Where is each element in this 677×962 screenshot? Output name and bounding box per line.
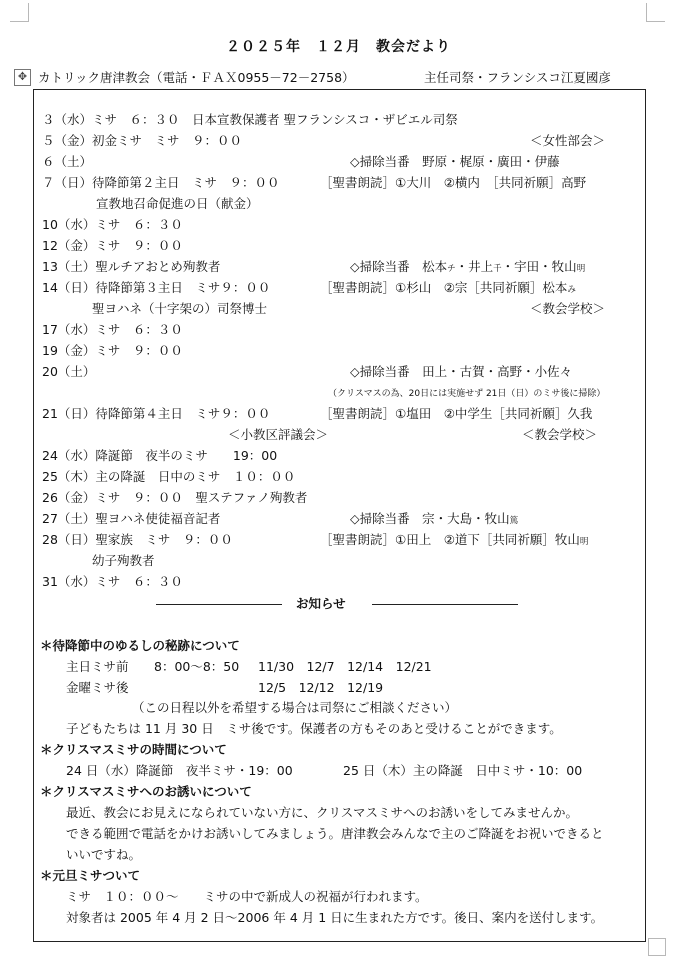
invitation-line-2: できる範囲で電話をかけお誘いしてみましょう。唐津教会みんなで主のご降誕をお祝いできると: [66, 826, 604, 841]
schedule-day-25: 25（木）主の降誕 日中のミサ １０：００: [42, 469, 296, 484]
pastor-info: 主任司祭・フランシスコ江夏國彦: [424, 70, 611, 85]
divider-right: [372, 604, 518, 605]
church-info: カトリック唐津教会（電話・ＦＡＸ0955－72－2758）: [38, 70, 355, 85]
schedule-day-20-note: （クリスマスの為、20日には実施せず 21日（日）のミサ後に掃除）: [328, 389, 606, 399]
schedule-day-28: 28（日）聖家族 ミサ ９：００: [42, 532, 233, 547]
schedule-day-24: 24（水）降誕節 夜半のミサ 19：00: [42, 448, 278, 463]
confession-sunday-label: 主日ミサ前: [66, 659, 129, 674]
notice-confession-title: ＊待降節中のゆるしの秘跡について: [40, 638, 240, 653]
cleaning-text: ◇掃除当番 宗・大島・牧山: [350, 511, 510, 526]
notice-heading: お知らせ: [296, 596, 346, 611]
schedule-day-6-cleaning: ◇掃除当番 野原・梶原・廣田・伊藤: [350, 154, 560, 169]
schedule-day-21-council: ＜小教区評議会＞: [228, 427, 329, 442]
newyear-eligibility: 対象者は 2005 年 4 月 2 日～2006 年 4 月 1 日に生まれた方です。後日、案内を送付します。: [66, 910, 604, 925]
notice-christmas-time-title: ＊クリスマスミサの時間について: [40, 742, 227, 757]
reading-text: ［聖書朗読］①田上 ②道下［共同祈願］牧山: [320, 532, 580, 547]
schedule-day-7: ７（日）待降節第２主日 ミサ ９：００: [42, 175, 280, 190]
schedule-day-6: ６（土）: [42, 154, 93, 169]
confession-children: 子どもたちは 11 月 30 日 ミサ後です。保護者の方もそのあと受けることができます。: [66, 721, 562, 736]
schedule-day-3: ３（水）ミサ ６：３０ 日本宣教保護者 聖フランシスコ・ザビエル司祭: [42, 112, 458, 127]
schedule-day-21-school: ＜教会学校＞: [522, 427, 598, 442]
schedule-day-10: 10（水）ミサ ６：３０: [42, 217, 183, 232]
page-title: ２０２５年 １２月 教会だより: [226, 39, 451, 55]
name-suffix: チ: [447, 264, 456, 274]
newyear-mass: ミサ １０：００～ ミサの中で新成人の祝福が行われます。: [66, 889, 428, 904]
schedule-day-5: ５（金）初金ミサ ミサ ９：００: [42, 133, 243, 148]
schedule-day-14-reading: [320, 280, 576, 298]
schedule-day-26: 26（金）ミサ ９：００ 聖ステファノ殉教者: [42, 490, 308, 505]
schedule-day-13-cleaning: [350, 259, 585, 277]
crop-mark-top-right: [646, 3, 665, 22]
schedule-day-21: 21（日）待降節第４主日 ミサ９：００: [42, 406, 271, 421]
schedule-day-28-sub: 幼子殉教者: [92, 553, 155, 568]
name-suffix: み: [567, 285, 576, 295]
schedule-day-27: 27（土）聖ヨハネ使徒福音記者: [42, 511, 221, 526]
cleaning-text: ・井上: [455, 259, 494, 274]
schedule-day-21-reading: ［聖書朗読］①塩田 ②中学生［共同祈願］久我: [320, 406, 593, 421]
name-suffix: 明: [579, 537, 589, 547]
schedule-day-20-cleaning: ◇掃除当番 田上・古賀・高野・小佐々: [350, 364, 573, 379]
notice-newyear-title: ＊元旦ミサついて: [40, 868, 141, 883]
divider-left: [156, 604, 282, 605]
name-suffix: 千: [493, 264, 502, 274]
christmas-eve-mass: 24 日（水）降誕節 夜半ミサ・19：00: [66, 763, 293, 778]
schedule-day-31: 31（水）ミサ ６：３０: [42, 574, 183, 589]
name-suffix: 篤: [509, 516, 519, 526]
name-suffix: 明: [576, 264, 586, 274]
cleaning-text: ・宇田・牧山: [501, 259, 577, 274]
crop-mark-top-left: [10, 3, 29, 22]
schedule-day-20: 20（土）: [42, 364, 96, 379]
schedule-day-12: 12（金）ミサ ９：００: [42, 238, 183, 253]
schedule-day-5-note: ＜女性部会＞: [530, 133, 606, 148]
schedule-day-14-note: ＜教会学校＞: [530, 301, 606, 316]
schedule-day-27-cleaning: [350, 511, 518, 529]
confession-friday-dates: 12/5 12/12 12/19: [258, 680, 384, 695]
schedule-day-13: 13（土）聖ルチアおとめ殉教者: [42, 259, 221, 274]
invitation-line-1: 最近、教会にお見えになられていない方に、クリスマスミサへのお誘いをしてみませんか。: [66, 805, 579, 820]
confession-friday-label: 金曜ミサ後: [66, 680, 129, 695]
invitation-line-3: いいですね。: [66, 847, 142, 862]
confession-note: （この日程以外を希望する場合は司祭にご相談ください）: [132, 700, 458, 715]
schedule-day-14: 14（日）待降節第３主日 ミサ９：００: [42, 280, 271, 295]
confession-sunday-dates: 11/30 12/7 12/14 12/21: [258, 659, 432, 674]
schedule-day-19: 19（金）ミサ ９：００: [42, 343, 183, 358]
schedule-day-14-sub: 聖ヨハネ（十字架の）司祭博士: [92, 301, 268, 316]
confession-sunday-time: 8：00～8：50: [154, 659, 240, 674]
schedule-day-7-sub: 宣教地召命促進の日（献金）: [96, 196, 259, 211]
christmas-day-mass: 25 日（木）主の降誕 日中ミサ・10：00: [343, 763, 583, 778]
table-move-handle-icon[interactable]: ✥: [14, 69, 31, 86]
schedule-day-28-reading: [320, 532, 588, 550]
reading-text: ［聖書朗読］①杉山 ②宗［共同祈願］松本: [320, 280, 568, 295]
schedule-day-7-reading: ［聖書朗読］①大川 ②横内 ［共同祈願］高野: [320, 175, 587, 190]
schedule-day-17: 17（水）ミサ ６：３０: [42, 322, 183, 337]
cleaning-text: ◇掃除当番 松本: [350, 259, 448, 274]
notice-invitation-title: ＊クリスマスミサへのお誘いについて: [40, 784, 252, 799]
crop-mark-bottom-right: [648, 938, 666, 956]
